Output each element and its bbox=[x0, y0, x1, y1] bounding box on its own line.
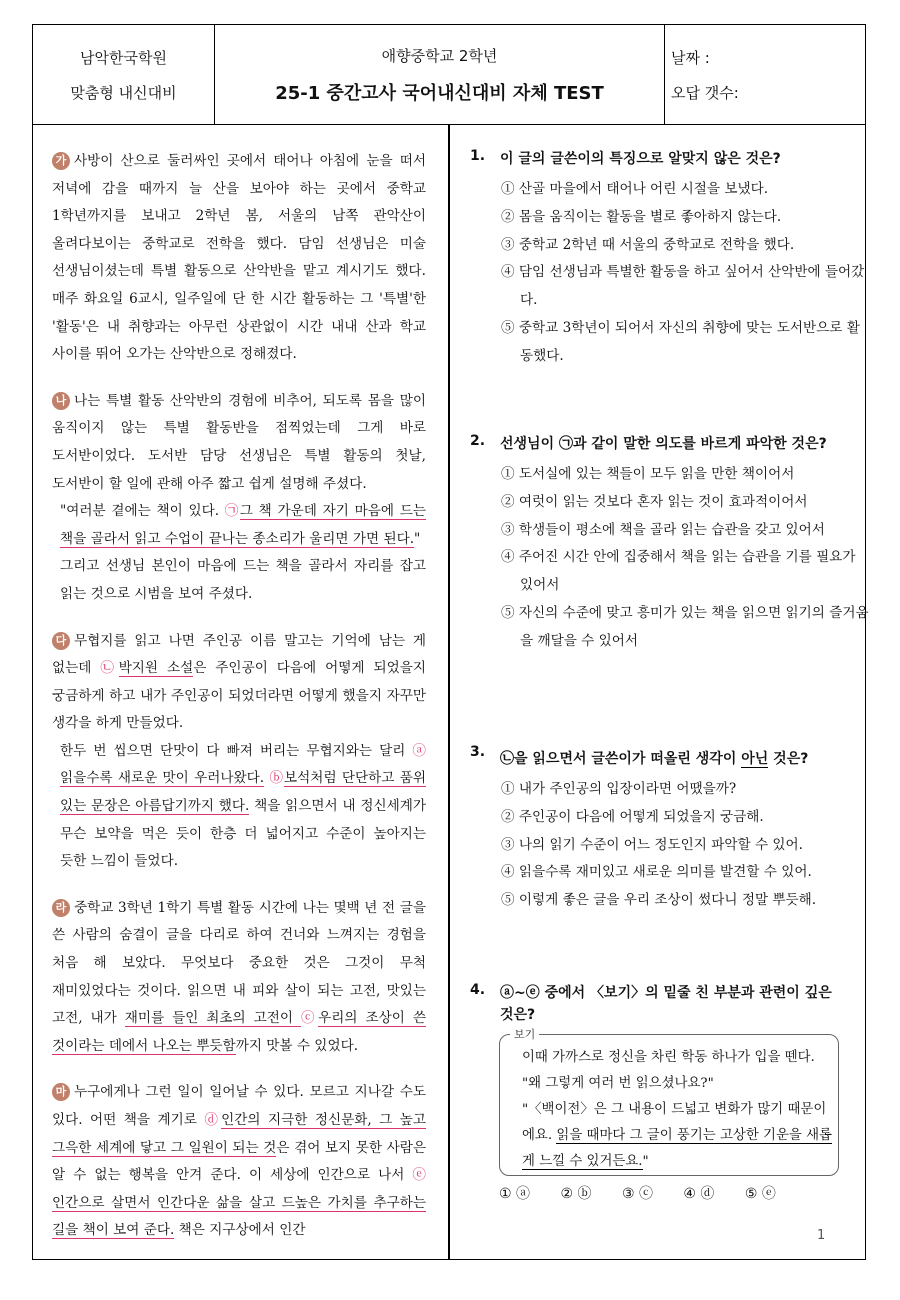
option[interactable]: ④ 담임 선생님과 특별한 활동을 하고 싶어서 산악반에 들어갔다. bbox=[501, 264, 865, 309]
question-1 bbox=[470, 148, 870, 371]
choice[interactable]: ② ⓑ bbox=[560, 1186, 592, 1202]
underline-c: 우리의 조상이 쓴 것이라는 데에서 나오는 뿌듯함 bbox=[52, 1010, 426, 1054]
paragraph-text: 중학교 3학년 1학기 특별 활동 시간에 나는 몇백 년 전 글을 쓴 사람의 숨결이 글을 다리로 하여 건너와 느껴지는 경험을 처음 해 보았다. 무엇보다 중요한 것은 그것이 무척 재미있었다는 것이다. 읽으면 내 피와 살이 되는 고전, 맛있는 고전, 내가 bbox=[52, 899, 426, 1027]
underline-nieun: 박지원 소설 bbox=[118, 660, 194, 677]
mark-c: ⓒ bbox=[300, 1010, 319, 1027]
option[interactable]: ③ 중학교 2학년 때 서울의 중학교로 전학을 했다. bbox=[501, 236, 795, 253]
question-text: 선생님이 ㉠과 같이 말한 의도를 바르게 파악한 것은? bbox=[500, 436, 827, 452]
paragraph-ma bbox=[52, 1079, 426, 1245]
paragraph-ra bbox=[52, 895, 426, 1061]
paragraph-text: 까지 맛볼 수 있었다. bbox=[235, 1037, 359, 1054]
paragraph-text: 은 겪어 보지 못한 사람은 알 수 없는 행복을 안겨 준다. 이 세상에 인간으로 나서 bbox=[52, 1139, 426, 1184]
paragraph-text: 책을 읽으면서 내 정신세계가 무슨 보약을 먹은 듯이 한층 더 넓어지고 수준이 높아지는 듯한 느낌이 들었다. bbox=[60, 798, 426, 870]
paragraph-badge: 라 bbox=[52, 899, 70, 917]
paragraph-da bbox=[52, 628, 426, 876]
bogi-line: 이때 가까스로 정신을 차린 학동 하나가 입을 뗀다. bbox=[522, 1050, 815, 1065]
paragraph-badge: 나 bbox=[52, 392, 70, 410]
paragraph-badge: 가 bbox=[52, 152, 70, 170]
choice[interactable]: ⑤ ⓔ bbox=[744, 1186, 776, 1202]
school-grade: 애향중학교 2학년 bbox=[381, 47, 498, 65]
course-name: 맞춤형 내신대비 bbox=[70, 84, 177, 102]
question-3 bbox=[470, 744, 870, 915]
option[interactable]: ⑤ 중학교 3학년이 되어서 자신의 취향에 맞는 도서반으로 활동했다. bbox=[501, 319, 860, 364]
question-number: 1. bbox=[470, 148, 486, 164]
option[interactable]: ⑤ 자신의 수준에 맞고 흥미가 있는 책을 읽으면 읽기의 즐거움을 깨달을 수 있어서 bbox=[501, 604, 869, 649]
question-4 bbox=[470, 982, 870, 1026]
underline-giyeok: 그 책 가운데 자기 마음에 드는 책을 골라서 읽고 수업이 끝나는 종소리가 울리면 가면 된다. bbox=[60, 503, 426, 547]
question-number: 3. bbox=[470, 744, 486, 760]
question-text-part: ㉡을 읽으면서 글쓴이가 떠올린 생각이 bbox=[500, 751, 742, 767]
test-title: 25-1 중간고사 국어내신대비 자체 TEST bbox=[275, 83, 604, 104]
option[interactable]: ③ 나의 읽기 수준이 어느 정도인지 파악할 수 있어. bbox=[501, 836, 803, 853]
column-divider bbox=[448, 125, 450, 1260]
page-number: 1 bbox=[817, 1228, 826, 1243]
paragraph-text: 책은 지구상에서 인간 bbox=[174, 1222, 306, 1239]
choice[interactable]: ① ⓐ bbox=[499, 1186, 531, 1202]
paragraph-text: 나는 특별 활동 산악반의 경험에 비추어, 되도록 몸을 많이 움직이지 않는 특별 활동반을 점찍었는데 그게 바로 도서반이었다. 도서반 담당 선생님은 특별 활동의 첫날, 도서반이 할 일에 관해 아주 짧고 쉽게 설명해 주셨다. bbox=[52, 392, 426, 492]
option[interactable]: ② 여럿이 읽는 것보다 혼자 읽는 것이 효과적이어서 bbox=[501, 493, 808, 510]
question-emphasis: 아닌 bbox=[741, 751, 769, 767]
mark-nieun: ㉡ bbox=[100, 660, 119, 677]
bogi-box bbox=[499, 1028, 839, 1176]
wrong-count-label: 오답 갯수: bbox=[671, 84, 739, 102]
question-text: ⓐ~ⓔ 중에서 〈보기〉의 밑줄 친 부분과 관련이 깊은 것은? bbox=[500, 985, 832, 1023]
option[interactable]: ① 도서실에 있는 책들이 모두 읽을 만한 책이어서 bbox=[501, 466, 795, 482]
paragraph-text: 그리고 선생님 본인이 마음에 드는 책을 골라서 자리를 잡고 읽는 것으로 시범을 보여 주셨다. bbox=[60, 558, 426, 602]
bogi-line-part: "〈백이전〉은 그 내용이 드넓고 변화가 많기 때문이에요. bbox=[522, 1102, 827, 1143]
paragraph-text: 누구에게나 그런 일이 일어날 수 있다. 모르고 지나갈 수도 있다. 어떤 책을 계기로 bbox=[52, 1084, 426, 1128]
bogi-line: "왜 그렇게 여러 번 읽으셨나요?" bbox=[522, 1076, 714, 1091]
bogi-line bbox=[522, 1097, 832, 1175]
header-table bbox=[32, 24, 866, 125]
question-text-part: 것은? bbox=[768, 751, 809, 767]
paragraph-text: 은 주인공이 다음에 어떻게 되었을지 궁금하게 하고 내가 주인공이 되었더라면 어떻게 했을지 자꾸만 생각을 하게 만들었다. bbox=[52, 660, 427, 732]
teacher-quote bbox=[52, 498, 426, 553]
paragraph-text bbox=[52, 738, 426, 876]
option[interactable]: ③ 학생들이 평소에 책을 골라 읽는 습관을 갖고 있어서 bbox=[501, 521, 825, 538]
paragraph-text: 사방이 산으로 둘러싸인 곳에서 태어나 아침에 눈을 떠서 저녁에 감을 때까지 늘 산을 보아야 하는 곳에서 중학교 1학년까지를 보내고 2학년 봄, 서울의 남쪽 관악산이 올려다보이는 중학교로 전학을 했다. 담임 선생님은 미술 선생님이셨는데 특별 활동으로 산악반을 맡고 계시기도 했다. 매주 화요일 6교시, 일주일에 단 한 시간 활동하는 그 '특별'한 '활동'은 내 취향과는 아무런 상관없이 시간 내내 산과 학교 사이를 뛰어 오가는 산악반으로 정해졌다. bbox=[52, 153, 426, 363]
option-list bbox=[501, 461, 870, 656]
underline-text: 재미를 들인 최초의 고전이 bbox=[124, 1010, 301, 1027]
underline-e: 인간으로 살면서 인간다운 삶을 살고 드높은 가치를 추구하는 길을 책이 보여 준다. bbox=[52, 1194, 426, 1239]
question-number: 4. bbox=[470, 982, 486, 998]
academy-name: 남악한국학원 bbox=[80, 49, 167, 67]
bogi-text bbox=[522, 1045, 832, 1175]
option-list bbox=[501, 176, 870, 371]
paragraph-text: 한두 번 씹으면 단맛이 다 빠져 버리는 무협지와는 달리 bbox=[60, 742, 413, 759]
bogi-line-part: " bbox=[642, 1154, 649, 1169]
mark-a: ⓐ bbox=[412, 742, 426, 759]
answer-choices bbox=[499, 1183, 802, 1203]
paragraph-badge: 다 bbox=[52, 632, 70, 650]
question-text: 이 글의 글쓴이의 특징으로 알맞지 않은 것은? bbox=[500, 151, 781, 167]
date-label: 날짜 : bbox=[671, 49, 710, 67]
option[interactable]: ⑤ 이렇게 좋은 글을 우리 조상이 썼다니 정말 뿌듯해. bbox=[501, 892, 817, 909]
option[interactable]: ① 내가 주인공의 입장이라면 어땠을까? bbox=[501, 781, 737, 797]
underline-d: 인간의 지극한 정신문화, 그 높고 그윽한 세계에 닿고 그 일원이 되는 것 bbox=[52, 1112, 426, 1156]
paragraph-badge: 마 bbox=[52, 1083, 70, 1101]
paragraph-na bbox=[52, 388, 426, 609]
mark-b: ⓑ bbox=[269, 770, 285, 787]
option[interactable]: ② 주인공이 다음에 어떻게 되었을지 궁금해. bbox=[501, 808, 764, 825]
paragraph-ga bbox=[52, 148, 426, 369]
mark-d: ⓓ bbox=[204, 1112, 222, 1128]
reading-passage bbox=[52, 148, 426, 1264]
underline-b: 보석처럼 단단하고 품위 있는 문장은 아름답기까지 했다. bbox=[60, 770, 426, 815]
option[interactable]: ① 산골 마을에서 태어나 어린 시절을 보냈다. bbox=[501, 181, 769, 197]
academy-cell bbox=[33, 25, 215, 124]
option[interactable]: ④ 주어진 시간 안에 집중해서 책을 읽는 습관을 기를 필요가 있어서 bbox=[501, 549, 856, 594]
option-list bbox=[501, 776, 870, 915]
title-cell bbox=[215, 25, 665, 124]
quote-start: "여러분 곁에는 책이 있다. bbox=[60, 503, 225, 520]
choice[interactable]: ④ ⓓ bbox=[683, 1186, 715, 1202]
bogi-label: 보기 bbox=[510, 1026, 539, 1042]
mark-giyeok: ㉠ bbox=[224, 503, 240, 520]
info-cell bbox=[665, 25, 865, 124]
bogi-underline: 읽을 때마다 그 글이 풍기는 고상한 기운을 새롭게 느낄 수 있거든요. bbox=[522, 1128, 832, 1169]
option[interactable]: ④ 읽을수록 재미있고 새로운 의미를 발견할 수 있어. bbox=[501, 864, 812, 881]
quote-end: " bbox=[414, 530, 421, 547]
underline-a: 읽을수록 새로운 맛이 우러나왔다. bbox=[60, 770, 265, 787]
question-2 bbox=[470, 433, 870, 656]
mark-e: ⓔ bbox=[412, 1167, 426, 1184]
question-number: 2. bbox=[470, 433, 486, 449]
option[interactable]: ② 몸을 움직이는 활동을 별로 좋아하지 않는다. bbox=[501, 208, 782, 225]
paragraph-text: 무협지를 읽고 나면 주인공 이름 말고는 기억에 남는 게 없는데 bbox=[52, 632, 426, 677]
choice[interactable]: ③ ⓒ bbox=[621, 1186, 653, 1202]
question-text bbox=[500, 748, 870, 770]
